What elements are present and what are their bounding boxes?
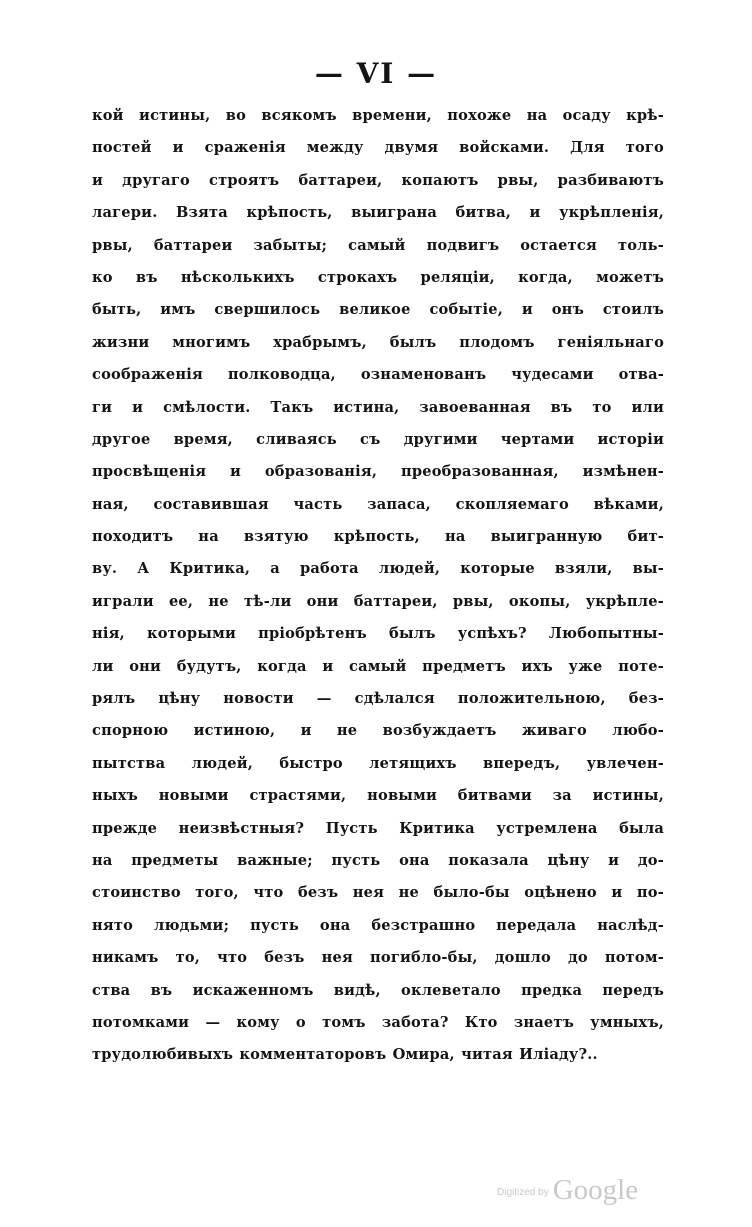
text-line: жизни многимъ храбрымъ, былъ плодомъ геніяльнаго xyxy=(92,333,664,351)
text-line: рвы, баттареи забыты; самый подвигъ остается толь- xyxy=(92,236,664,254)
text-line: нія, которыми пріобрѣтенъ былъ успѣхъ? Любопытны- xyxy=(92,625,664,643)
text-line: другое время, сливаясь съ другими чертами исторіи xyxy=(92,430,664,448)
text-line: прежде неизвѣстныя? Пусть Критика устремлена была xyxy=(92,819,664,837)
digitized-by-watermark xyxy=(497,1166,638,1206)
text-line: трудолюбивыхъ комментаторовъ Омира, читая Иліаду?.. xyxy=(92,1046,598,1064)
text-line: лагери. Взята крѣпость, выиграна битва, и укрѣпленія, xyxy=(92,204,664,222)
google-logo: Google xyxy=(552,1174,639,1206)
text-line: нято людьми; пусть она безстрашно передала наслѣд- xyxy=(92,916,664,934)
page-number: — VI — xyxy=(314,57,438,90)
text-line: ная, составившая часть запаса, скопляемаго вѣками, xyxy=(92,495,664,513)
text-line: спорною истиною, и не возбуждаетъ живаго любо- xyxy=(92,722,664,740)
text-line: кой истины, во всякомъ времени, похоже на осаду крѣ- xyxy=(92,107,664,124)
text-line: ныхъ новыми страстями, новыми битвами за истины, xyxy=(92,787,664,805)
text-line: ства въ искаженномъ видѣ, оклеветало предка передъ xyxy=(92,981,664,999)
text-line: никамъ то, что безъ нея погибло-бы, дошло до потом- xyxy=(92,949,664,967)
text-line: рялъ цѣну новости — сдѣлался положительною, без- xyxy=(92,690,664,708)
text-line: походитъ на взятую крѣпость, на выигранную бит- xyxy=(92,528,664,546)
text-line: потомками — кому о томъ забота? Кто знаетъ умныхъ, xyxy=(92,1013,664,1031)
text-line: соображенія полководца, ознаменованъ чудесами отва- xyxy=(92,366,664,384)
text-line: ги и смѣлости. Такъ истина, завоеванная въ то или xyxy=(92,398,664,416)
text-line: просвѣщенія и образованія, преобразованная, измѣнен- xyxy=(92,463,664,481)
watermark-prefix: Digitized by xyxy=(497,1187,549,1198)
text-line: пытства людей, быстро летящихъ впередъ, увлечен- xyxy=(92,754,664,772)
text-line: постей и сраженія между двумя войсками. Для того xyxy=(92,139,664,157)
text-line: стоинство того, что безъ нея не было-бы оцѣнено и по- xyxy=(92,884,664,902)
text-line: быть, имъ свершилось великое событіе, и онъ стоилъ xyxy=(92,301,664,319)
body-text xyxy=(92,100,664,1072)
text-line: играли ее, не тѣ-ли они баттареи, рвы, окопы, укрѣпле- xyxy=(92,592,664,610)
text-line: ву. А Критика, а работа людей, которые взяли, вы- xyxy=(92,560,664,578)
text-line: ли они будутъ, когда и самый предметъ ихъ уже поте- xyxy=(92,657,664,675)
text-line: и другаго строятъ баттареи, копаютъ рвы, разбиваютъ xyxy=(92,171,664,189)
text-line: ко въ нѣсколькихъ строкахъ реляціи, когда, можетъ xyxy=(92,268,664,286)
text-line: на предметы важные; пусть она показала цѣну и до- xyxy=(92,851,664,869)
